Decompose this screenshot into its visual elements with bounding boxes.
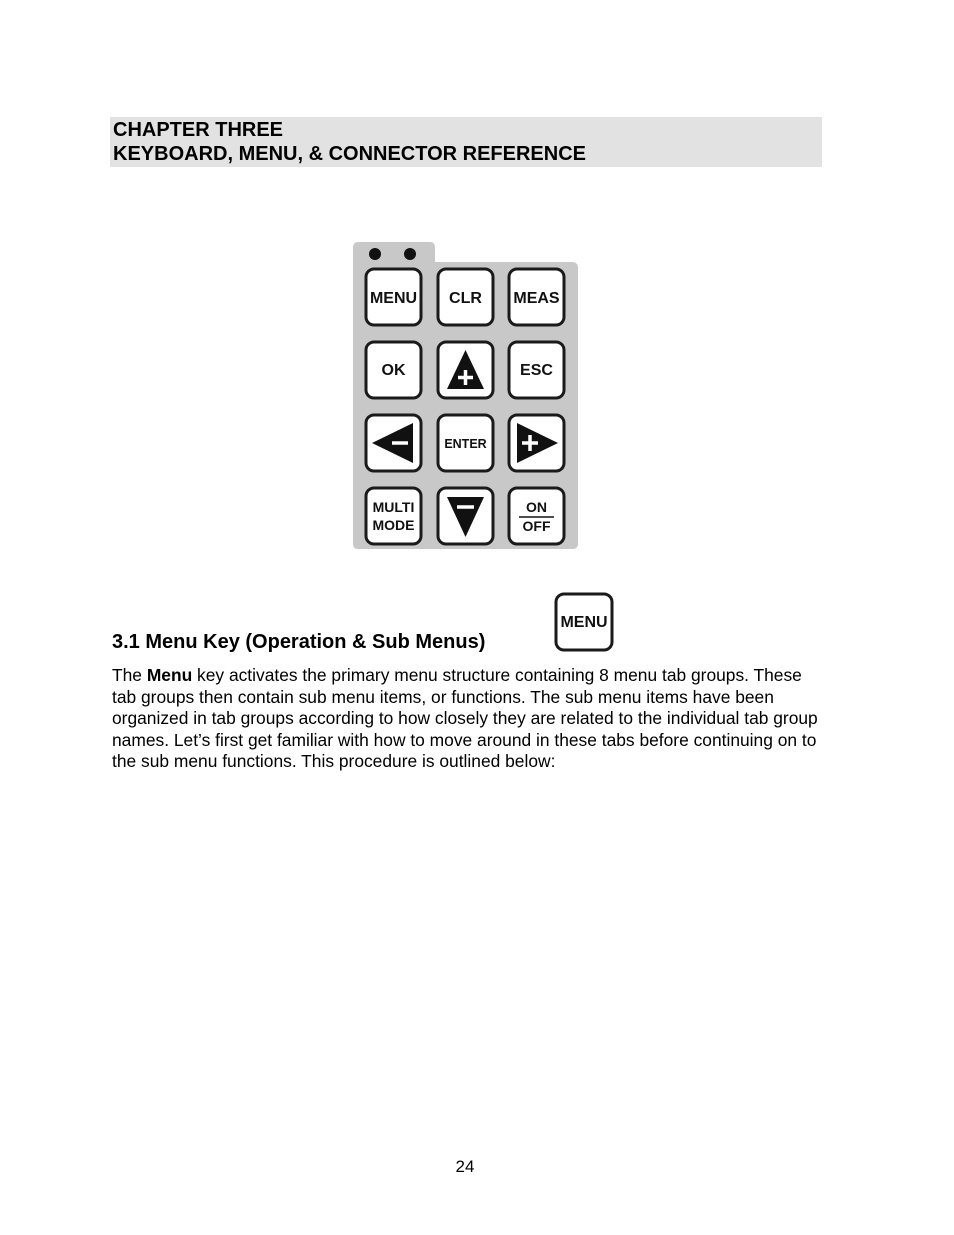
on-off-key[interactable]: [509, 488, 564, 544]
on-off-key-label-bottom: OFF: [522, 518, 551, 534]
enter-key[interactable]: [438, 415, 493, 471]
page-number: 24: [455, 1157, 475, 1176]
keypad-illustration: [352, 242, 580, 550]
esc-key-label: ESC: [520, 362, 553, 379]
body-paragraph: [112, 665, 824, 773]
clr-key[interactable]: [438, 269, 493, 325]
body-text-start: The: [112, 665, 147, 685]
up-plus-key[interactable]: [438, 342, 493, 398]
indicator-led-2: [404, 248, 416, 260]
menu-key[interactable]: [366, 269, 421, 325]
menu-key-icon-label: MENU: [560, 614, 608, 631]
meas-key[interactable]: [509, 269, 564, 325]
down-minus-key[interactable]: [438, 488, 493, 544]
chapter-number: CHAPTER THREE: [113, 119, 284, 141]
clr-key-label: CLR: [449, 290, 482, 307]
left-minus-key[interactable]: [366, 415, 421, 471]
menu-key-label: MENU: [369, 290, 418, 307]
ok-key-label: OK: [381, 362, 406, 379]
menu-key-icon: [554, 592, 614, 652]
body-text-rest: key activates the primary menu structure containing 8 menu tab groups. These tab groups then contain sub menu items, or functions. The sub menu items have been organized in tab groups according to how closely they are related to the individual tab group names. Let’s first get familiar with how to move around in these tabs before continuing on to the sub menu functions. This procedure is outlined below:: [112, 665, 818, 771]
menu-key-term: Menu: [146, 665, 193, 685]
indicator-led-1: [369, 248, 381, 260]
ok-key[interactable]: [366, 342, 421, 398]
chapter-banner: [110, 117, 822, 167]
multi-mode-key-label-bottom: MODE: [372, 517, 415, 533]
chapter-title: KEYBOARD, MENU, & CONNECTOR REFERENCE: [113, 143, 586, 165]
right-plus-key[interactable]: [509, 415, 564, 471]
esc-key[interactable]: [509, 342, 564, 398]
meas-key-label: MEAS: [513, 290, 560, 307]
multi-mode-key[interactable]: [366, 488, 421, 544]
multi-mode-key-label-top: MULTI: [372, 499, 415, 515]
on-off-key-label-top: ON: [526, 499, 547, 515]
enter-key-label: ENTER: [444, 437, 487, 451]
section-heading: 3.1 Menu Key (Operation & Sub Menus): [112, 631, 486, 653]
